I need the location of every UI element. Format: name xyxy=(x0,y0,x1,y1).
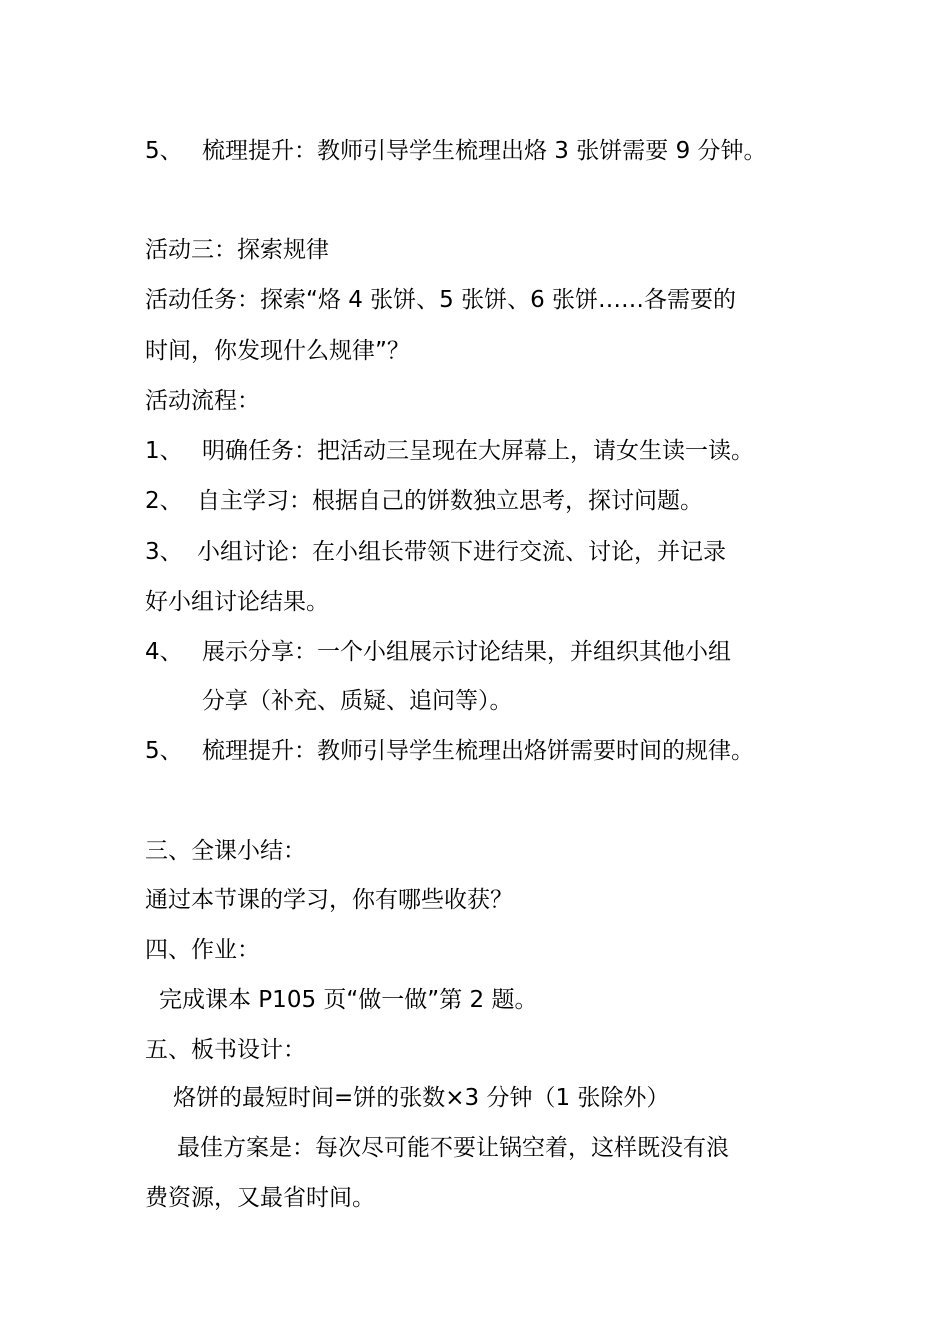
section-heading xyxy=(145,1035,306,1065)
section-heading xyxy=(145,235,329,265)
heading-text: 三、全课小结： xyxy=(145,838,306,864)
step-5-line xyxy=(145,136,815,166)
list-number: 1、 xyxy=(145,438,183,464)
paragraph-text: 好小组讨论结果。 xyxy=(145,589,329,615)
paragraph-text: 活动流程： xyxy=(145,388,260,414)
step-3-line xyxy=(145,537,815,567)
paragraph-line xyxy=(145,587,329,617)
step-5b-line xyxy=(145,736,815,766)
paragraph-line xyxy=(145,285,736,315)
list-text: 小组讨论：在小组长带领下进行交流、讨论，并记录 xyxy=(197,539,726,565)
paragraph-line xyxy=(145,386,260,416)
paragraph-text: 最佳方案是：每次尽可能不要让锅空着，这样既没有浪 xyxy=(177,1135,729,1161)
paragraph-line xyxy=(177,1133,729,1163)
formula-line xyxy=(173,1083,669,1113)
formula-text: 烙饼的最短时间=饼的张数×3 分钟（1 张除外） xyxy=(173,1085,670,1111)
paragraph-text: 完成课本 P105 页“做一做”第 2 题。 xyxy=(159,987,538,1013)
heading-text: 活动三：探索规律 xyxy=(145,237,329,263)
paragraph-line xyxy=(145,1183,375,1213)
list-number: 4、 xyxy=(145,639,183,665)
step-1-line xyxy=(145,436,815,466)
paragraph-line xyxy=(145,885,513,915)
list-text: 梳理提升：教师引导学生梳理出烙 3 张饼需要 9 分钟。 xyxy=(202,138,767,164)
heading-text: 四、作业： xyxy=(145,937,260,963)
paragraph-line xyxy=(159,985,537,1015)
paragraph-text: 分享（补充、质疑、追问等）。 xyxy=(202,688,513,714)
paragraph-text: 活动任务：探索“烙 4 张饼、5 张饼、6 张饼……各需要的 xyxy=(145,287,737,313)
step-2-line xyxy=(145,486,815,516)
heading-text: 五、板书设计： xyxy=(145,1037,306,1063)
paragraph-line xyxy=(145,336,410,366)
list-text: 明确任务：把活动三呈现在大屏幕上，请女生读一读。 xyxy=(202,438,754,464)
section-heading xyxy=(145,935,260,965)
list-text: 梳理提升：教师引导学生梳理出烙饼需要时间的规律。 xyxy=(202,738,754,764)
list-text: 展示分享：一个小组展示讨论结果，并组织其他小组 xyxy=(202,639,731,665)
list-number: 3、 xyxy=(145,539,183,565)
paragraph-text: 通过本节课的学习，你有哪些收获？ xyxy=(145,887,513,913)
list-number: 5、 xyxy=(145,738,183,764)
paragraph-line xyxy=(202,686,513,716)
paragraph-text: 时间，你发现什么规律”？ xyxy=(145,338,410,364)
section-heading xyxy=(145,836,306,866)
step-4-line xyxy=(145,637,815,667)
list-number: 5、 xyxy=(145,138,183,164)
list-text: 自主学习：根据自己的饼数独立思考，探讨问题。 xyxy=(197,488,703,514)
paragraph-text: 费资源，又最省时间。 xyxy=(145,1185,375,1211)
list-number: 2、 xyxy=(145,488,183,514)
